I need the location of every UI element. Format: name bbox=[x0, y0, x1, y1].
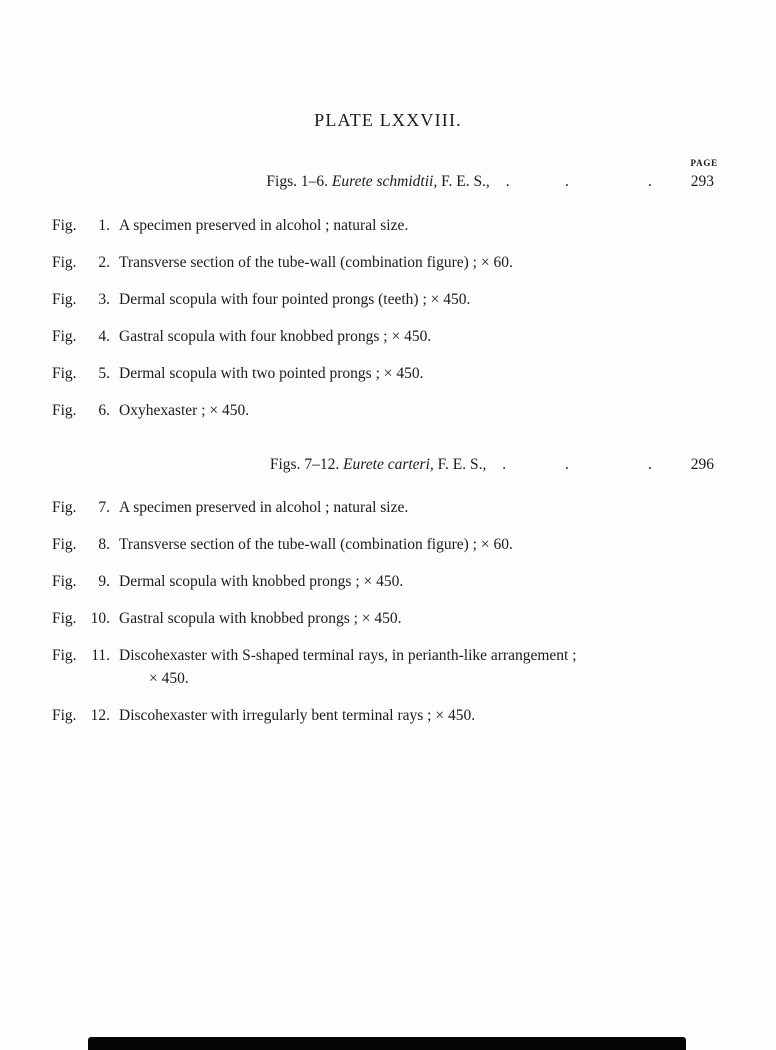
fig-caption-line1: Discohexaster with S-shaped terminal rays, in perianth-like arrangement ; bbox=[119, 647, 577, 664]
fig-number: 4. bbox=[98, 328, 110, 345]
figure-entry bbox=[0, 498, 776, 518]
fig-caption: Gastral scopula with four knobbed prongs ; × 450. bbox=[119, 328, 432, 345]
leader-dot: . bbox=[648, 173, 652, 190]
fig-number: 8. bbox=[98, 536, 110, 553]
fig-number: 5. bbox=[98, 365, 110, 382]
fig-number: 3. bbox=[98, 291, 110, 308]
fig-caption: Dermal scopula with two pointed prongs ; × 450. bbox=[119, 365, 424, 382]
fig-label: Fig. bbox=[52, 499, 77, 516]
fig-label: Fig. bbox=[52, 254, 77, 271]
figure-entry bbox=[0, 253, 776, 273]
figure-entry bbox=[0, 401, 776, 421]
fig-caption bbox=[119, 646, 736, 689]
section-heading-1-author: F. E. S., bbox=[441, 173, 490, 190]
fig-caption: Discohexaster with irregularly bent terminal rays ; × 450. bbox=[119, 707, 476, 724]
fig-caption: Transverse section of the tube-wall (combination figure) ; × 60. bbox=[119, 536, 513, 553]
section-1-entries bbox=[0, 216, 776, 421]
fig-caption-line2: × 450. bbox=[149, 670, 189, 687]
page-column-label: PAGE bbox=[690, 158, 718, 168]
leader-dot: . bbox=[505, 173, 510, 190]
fig-caption: Dermal scopula with knobbed prongs ; × 450. bbox=[119, 573, 404, 590]
section-heading-1-figs: Figs. 1–6. bbox=[266, 173, 329, 190]
fig-caption: Gastral scopula with knobbed prongs ; × 450. bbox=[119, 610, 402, 627]
figure-entry bbox=[0, 327, 776, 347]
section-heading-2-figs: Figs. 7–12. bbox=[269, 456, 340, 473]
fig-number: 11. bbox=[91, 647, 110, 664]
fig-label: Fig. bbox=[52, 291, 77, 308]
section-1-page-number: 293 bbox=[690, 173, 714, 190]
fig-label: Fig. bbox=[52, 402, 77, 419]
plate-title: PLATE LXXVIII. bbox=[314, 110, 462, 130]
figure-entry bbox=[0, 535, 776, 555]
section-heading-2-text bbox=[0, 456, 776, 474]
fig-number: 2. bbox=[98, 254, 110, 271]
figure-entry bbox=[0, 364, 776, 384]
fig-label: Fig. bbox=[52, 647, 77, 664]
section-heading-1-text bbox=[0, 173, 776, 191]
fig-caption: Dermal scopula with four pointed prongs (teeth) ; × 450. bbox=[119, 291, 471, 308]
fig-label: Fig. bbox=[52, 573, 77, 590]
leader-dot: . bbox=[502, 456, 507, 473]
fig-caption: Transverse section of the tube-wall (combination figure) ; × 60. bbox=[119, 254, 513, 271]
fig-label: Fig. bbox=[52, 217, 77, 234]
leader-dot: . bbox=[565, 173, 569, 190]
section-heading-1 bbox=[0, 173, 776, 194]
fig-caption: A specimen preserved in alcohol ; natural size. bbox=[119, 217, 409, 234]
fig-label: Fig. bbox=[52, 610, 77, 627]
fig-number: 9. bbox=[98, 573, 110, 590]
section-heading-2-species: Eurete carteri, bbox=[343, 456, 434, 473]
fig-caption: A specimen preserved in alcohol ; natural size. bbox=[119, 499, 409, 516]
section-heading-2-author: F. E. S., bbox=[437, 456, 487, 473]
fig-caption: Oxyhexaster ; × 450. bbox=[119, 402, 250, 419]
figure-entry bbox=[0, 290, 776, 310]
section-2-entries bbox=[0, 498, 776, 726]
fig-label: Fig. bbox=[52, 328, 77, 345]
fig-number: 6. bbox=[98, 402, 110, 419]
section-heading-1-species: Eurete schmidtii, bbox=[331, 173, 438, 190]
fig-number: 12. bbox=[90, 707, 110, 724]
section-2-page-number: 296 bbox=[690, 456, 714, 473]
figure-entry bbox=[0, 572, 776, 592]
figure-entry bbox=[0, 706, 776, 726]
fig-number: 10. bbox=[90, 610, 110, 627]
section-heading-2 bbox=[0, 456, 776, 477]
figure-entry bbox=[0, 646, 776, 689]
fig-label: Fig. bbox=[52, 536, 77, 553]
fig-label: Fig. bbox=[52, 707, 77, 724]
fig-number: 7. bbox=[98, 499, 110, 516]
fig-number: 1. bbox=[98, 217, 110, 234]
leader-dot: . bbox=[565, 456, 569, 473]
figure-entry bbox=[0, 609, 776, 629]
scan-artifact-bar bbox=[88, 1037, 686, 1050]
figure-entry bbox=[0, 216, 776, 236]
fig-label: Fig. bbox=[52, 365, 77, 382]
leader-dot: . bbox=[648, 456, 652, 473]
